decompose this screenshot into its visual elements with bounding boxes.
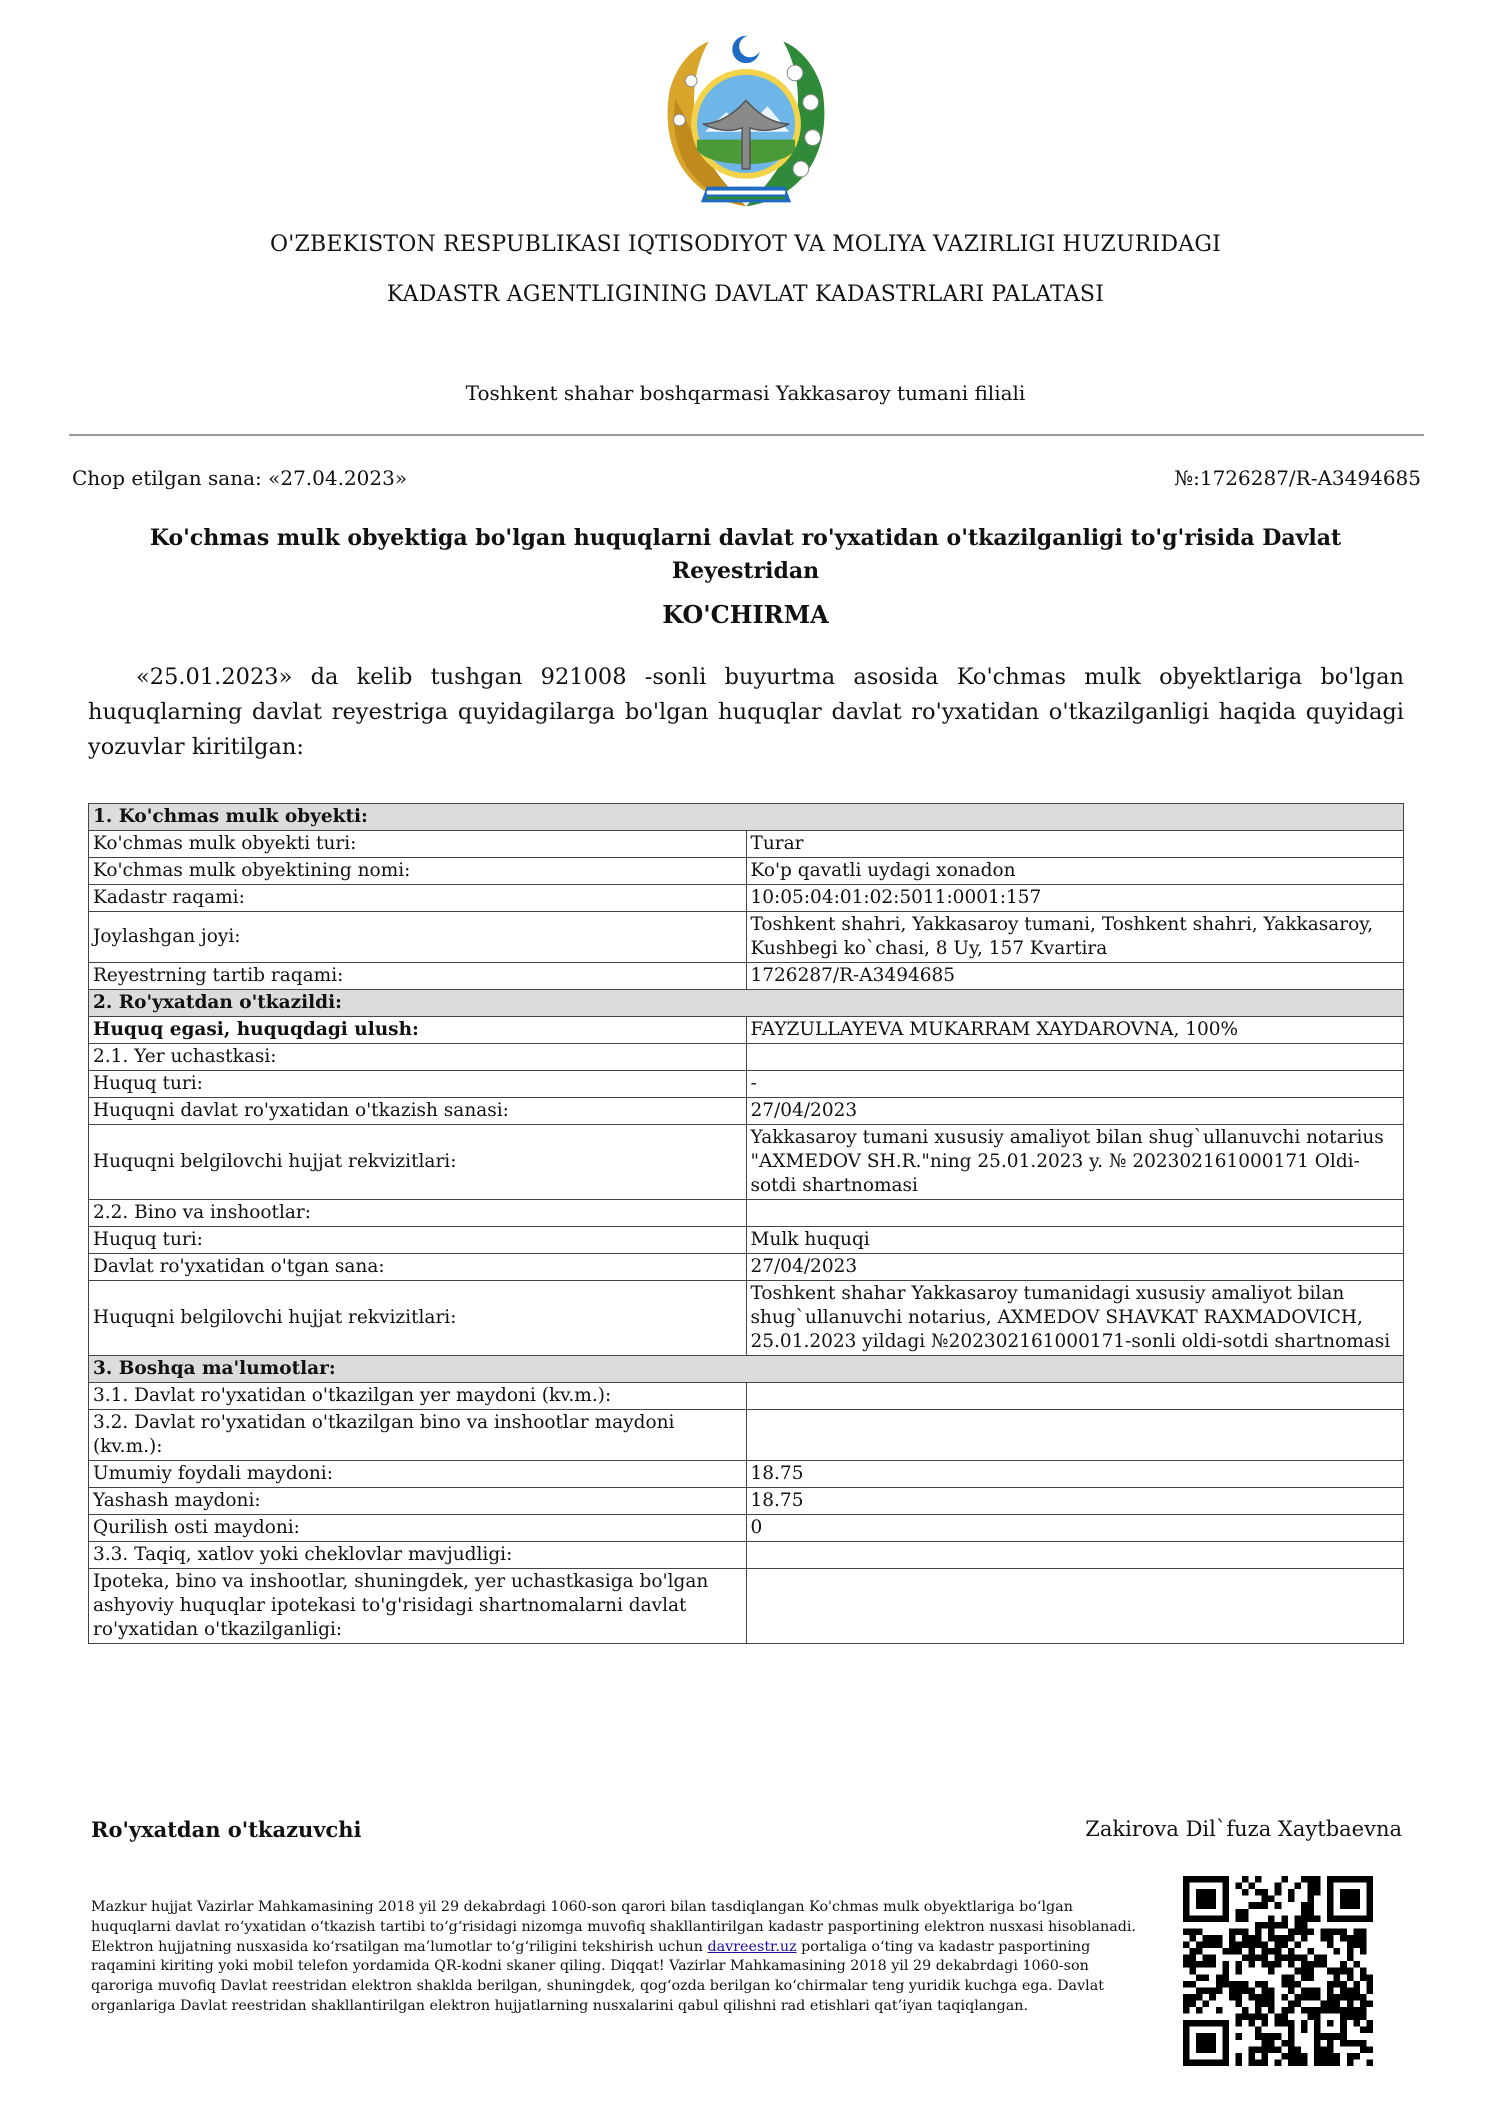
row-value: Toshkent shahri, Yakkasaroy tumani, Toshkent shahri, Yakkasaroy, Kushbegi ko`chasi, 8 Uy, 157 Kvartira xyxy=(746,912,1404,963)
agency-header-line1: O'ZBEKISTON RESPUBLIKASI IQTISODIYOT VA MOLIYA VAZIRLIGI HUZURIDAGI xyxy=(269,232,1222,257)
row-label: Ko'chmas mulk obyekti turi: xyxy=(89,831,747,858)
document-title: Ko'chmas mulk obyektiga bo'lgan huquqlarni davlat ro'yxatidan o'tkazilganligi to'g'risida Davlat Reyestridan xyxy=(149,525,1342,584)
table-row xyxy=(89,831,1404,858)
row-label: 3.2. Davlat ro'yxatidan o'tkazilgan bino va inshootlar maydoni (kv.m.): xyxy=(89,1410,747,1461)
row-value: - xyxy=(746,1071,1404,1098)
row-label: 3.3. Taqiq, xatlov yoki cheklovlar mavjudligi: xyxy=(89,1542,747,1569)
row-value: Toshkent shahar Yakkasaroy tumanidagi xususiy amaliyot bilan shug`ullanuvchi notarius, AXMEDOV SHAVKAT RAXMADOVICH, 25.01.2023 yildagi №202302161000171-sonli oldi-sotdi shartnomasi xyxy=(746,1281,1404,1356)
table-row xyxy=(89,912,1404,963)
section-header-registered xyxy=(89,990,1404,1017)
row-value: 27/04/2023 xyxy=(746,1098,1404,1125)
row-value: 10:05:04:01:02:5011:0001:157 xyxy=(746,885,1404,912)
row-label: Huquqni belgilovchi hujjat rekvizitlari: xyxy=(89,1125,747,1200)
table-row xyxy=(89,1410,1404,1461)
document-number: №:1726287/R-A3494685 xyxy=(1174,466,1421,490)
row-label: Ko'chmas mulk obyektining nomi: xyxy=(89,858,747,885)
table-row xyxy=(89,1542,1404,1569)
row-label: Kadastr raqami: xyxy=(89,885,747,912)
row-label: Reyestrning tartib raqami: xyxy=(89,963,747,990)
table-row xyxy=(89,1125,1404,1200)
row-value xyxy=(746,1200,1404,1227)
table-row xyxy=(89,1254,1404,1281)
row-value: Ko'p qavatli uydagi xonadon xyxy=(746,858,1404,885)
section-title: 2. Ro'yxatdan o'tkazildi: xyxy=(89,990,1404,1017)
document-subtitle: KO'CHIRMA xyxy=(662,600,829,629)
section-header-other xyxy=(89,1356,1404,1383)
row-value: 1726287/R-A3494685 xyxy=(746,963,1404,990)
table-row xyxy=(89,1044,1404,1071)
intro-paragraph: «25.01.2023» da kelib tushgan 921008 -sonli buyurtma asosida Ko'chmas mulk obyektlariga bo'lgan huquqlarning davlat reyestriga quyidagilarga bo'lgan huquqlar davlat ro'yxatidan o'tkazilganligi haqida quyidagi yozuvlar kiritilgan: xyxy=(88,664,1404,760)
davreestr-link[interactable]: davreestr.uz xyxy=(707,1938,797,1955)
table-row xyxy=(89,1488,1404,1515)
row-label: Huquqni davlat ro'yxatidan o'tkazish sanasi: xyxy=(89,1098,747,1125)
branch-name: Toshkent shahar boshqarmasi Yakkasaroy tumani filiali xyxy=(465,381,1026,405)
row-value xyxy=(746,1569,1404,1644)
row-value: FAYZULLAYEVA MUKARRAM XAYDAROVNA, 100% xyxy=(746,1017,1404,1044)
table-row xyxy=(89,885,1404,912)
table-row xyxy=(89,1200,1404,1227)
agency-header-line2: KADASTR AGENTLIGINING DAVLAT KADASTRLARI PALATASI xyxy=(386,282,1105,307)
row-value: Turar xyxy=(746,831,1404,858)
footnote-text: Mazkur hujjat Vazirlar Mahkamasining 2018 yil 29 dekabrdagi 1060-son qarori bilan tasdiqlangan Ko'chmas mulk obyektlariga bo‘lgan huquqlarni davlat ro‘yxatidan o‘tkazish tartibi to‘g‘risidagi nizomga muvofiq shakllantirilgan kadastr pasportining elektron nusxasi hisoblanadi. Elektron hujjatning nusxasida ko‘rsatilgan ma’lumotlar to‘g‘riligini tekshirish uchun xyxy=(91,1899,1137,1955)
row-label: Davlat ro'yxatidan o'tgan sana: xyxy=(89,1254,747,1281)
row-label: Huquq turi: xyxy=(89,1227,747,1254)
row-value: 18.75 xyxy=(746,1488,1404,1515)
row-value: Mulk huquqi xyxy=(746,1227,1404,1254)
row-value: Yakkasaroy tumani xususiy amaliyot bilan shug`ullanuvchi notarius "AXMEDOV SH.R."ning 25.01.2023 y. № 202302161000171 Oldi-sotdi shartnomasi xyxy=(746,1125,1404,1200)
table-row xyxy=(89,963,1404,990)
row-label: Ipoteka, bino va inshootlar, shuningdek, yer uchastkasiga bo'lgan ashyoviy huquqlar ipotekasi to'g'risidagi shartnomalarni davlat ro'yxatidan o'tkazilganligi: xyxy=(89,1569,747,1644)
qr-code-icon xyxy=(1183,1876,1373,2066)
row-label: Joylashgan joyi: xyxy=(89,912,747,963)
row-label: Qurilish osti maydoni: xyxy=(89,1515,747,1542)
row-value: 27/04/2023 xyxy=(746,1254,1404,1281)
row-label: Huquqni belgilovchi hujjat rekvizitlari: xyxy=(89,1281,747,1356)
row-label: 2.1. Yer uchastkasi: xyxy=(89,1044,747,1071)
row-value: 18.75 xyxy=(746,1461,1404,1488)
section-title: 1. Ko'chmas mulk obyekti: xyxy=(89,804,1404,831)
row-value xyxy=(746,1044,1404,1071)
row-label: Huquq egasi, huquqdagi ulush: xyxy=(89,1017,747,1044)
row-label: 3.1. Davlat ro'yxatidan o'tkazilgan yer maydoni (kv.m.): xyxy=(89,1383,747,1410)
table-row xyxy=(89,1017,1404,1044)
row-label: Huquq turi: xyxy=(89,1071,747,1098)
table-row xyxy=(89,1071,1404,1098)
row-label: Umumiy foydali maydoni: xyxy=(89,1461,747,1488)
row-value: 0 xyxy=(746,1515,1404,1542)
table-row xyxy=(89,1281,1404,1356)
row-value xyxy=(746,1383,1404,1410)
section-header-object xyxy=(89,804,1404,831)
registrar-name: Zakirova Dil`fuza Xaytbaevna xyxy=(1085,1817,1402,1841)
registrar-label: Ro'yxatdan o'tkazuvchi xyxy=(91,1817,362,1842)
table-row xyxy=(89,1515,1404,1542)
table-row xyxy=(89,1098,1404,1125)
row-value xyxy=(746,1542,1404,1569)
table-row xyxy=(89,1383,1404,1410)
row-value xyxy=(746,1410,1404,1461)
print-date: Chop etilgan sana: «27.04.2023» xyxy=(72,466,408,490)
table-row xyxy=(89,1569,1404,1644)
state-emblem-icon xyxy=(648,22,844,218)
row-label: 2.2. Bino va inshootlar: xyxy=(89,1200,747,1227)
footnote-text: portaliga o‘ting va kadastr pasportining raqamini kiriting yoki mobil telefon yordamida QR-kodni skaner qiling. Diqqat! Vazirlar Mahkamasining 2018 yil 29 dekabrdagi 1060-son qaroriga muvofiq Davlat reestridan elektron shaklda berilgan, shuningdek, qog‘ozda berilgan ko‘chirmalar teng yuridik kuchga ega. Davlat organlariga Davlat reestridan shakllantirilgan elektron hujjatlarning nusxalarini qabul qilishni rad etishlari qat’iyan taqiqlangan. xyxy=(91,1938,1104,2014)
table-row xyxy=(89,1227,1404,1254)
section-title: 3. Boshqa ma'lumotlar: xyxy=(89,1356,1404,1383)
legal-footnote xyxy=(91,1898,1151,2017)
header-divider xyxy=(69,434,1424,436)
table-row xyxy=(89,858,1404,885)
row-label: Yashash maydoni: xyxy=(89,1488,747,1515)
registry-table xyxy=(88,803,1404,1644)
table-row xyxy=(89,1461,1404,1488)
